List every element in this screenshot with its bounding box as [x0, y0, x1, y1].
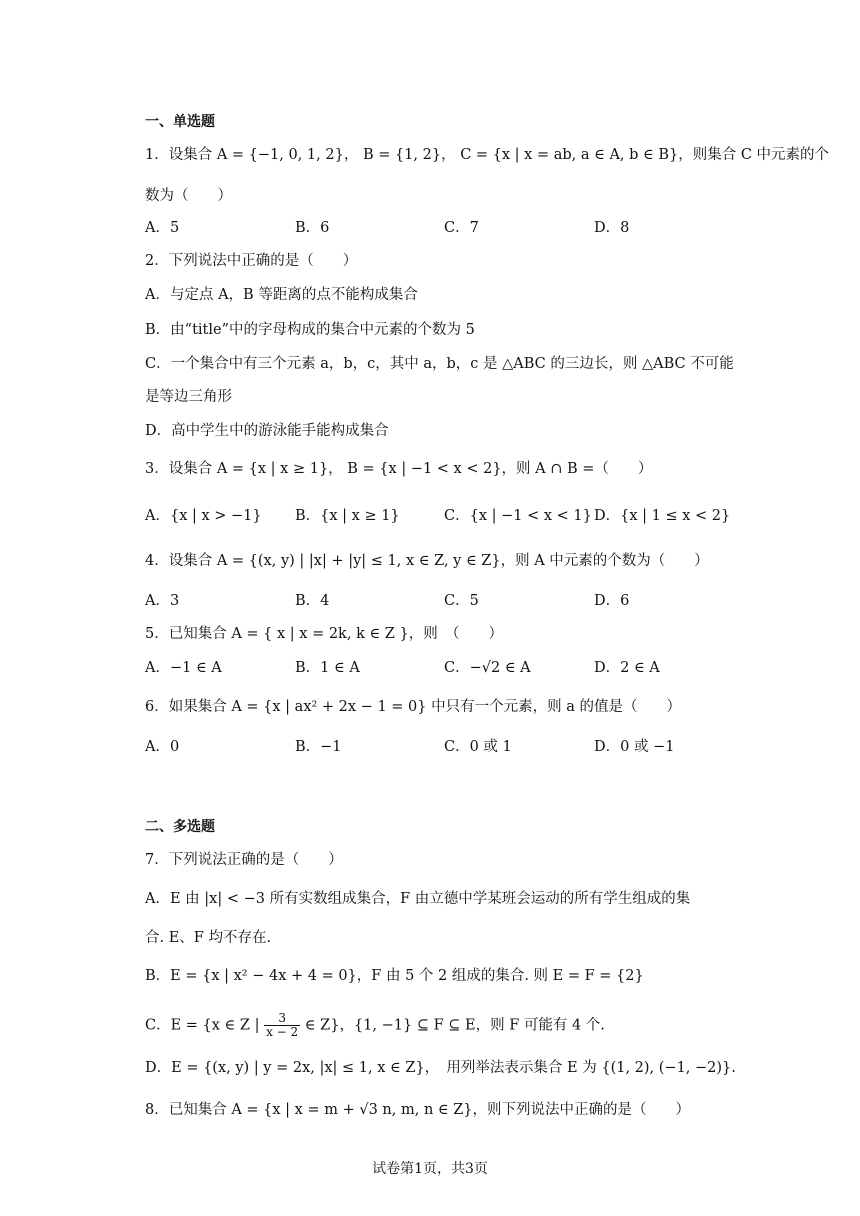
question-1-option-b: B．6 — [295, 220, 330, 236]
question-1-option-c: C．7 — [444, 220, 479, 236]
section-title-single-choice: 一、单选题 — [145, 114, 215, 130]
question-6-option-d: D．0 或 −1 — [594, 739, 675, 755]
question-4-option-a: A．3 — [145, 593, 180, 609]
question-5-option-d: D．2 ∈ A — [594, 660, 660, 676]
question-2-option-d: D．高中学生中的游泳能手能构成集合 — [145, 423, 389, 439]
question-6-option-c: C．0 或 1 — [444, 739, 512, 755]
question-5-option-b: B．1 ∈ A — [295, 660, 360, 676]
question-5-option-a: A．−1 ∈ A — [145, 660, 222, 676]
question-3-option-d: D．{x | 1 ≤ x < 2} — [594, 508, 731, 524]
fraction-numerator: 3 — [264, 1012, 300, 1026]
question-2-option-c-continued: 是等边三角形 — [145, 389, 232, 405]
question-5-stem: 5．已知集合 A = { x | x = 2k, k ∈ Z }，则 （ ） — [145, 626, 503, 642]
question-3-option-c: C．{x | −1 < x < 1} — [444, 508, 592, 524]
question-8-stem: 8．已知集合 A = {x | x = m + √3 n, m, n ∈ Z}，则下列说法中正确的是（ ） — [145, 1102, 691, 1118]
question-3-option-a: A．{x | x > −1} — [145, 508, 262, 524]
question-7-option-c — [145, 1012, 605, 1039]
section-title-multiple-choice: 二、多选题 — [145, 819, 215, 835]
question-6-stem: 6．如果集合 A = {x | ax² + 2x − 1 = 0} 中只有一个元素，则 a 的值是（ ） — [145, 699, 681, 715]
question-7-option-b: B．E = {x | x² − 4x + 4 = 0}，F 由 5 个 2 组成的集合. 则 E = F = {2} — [145, 968, 644, 984]
question-6-option-b: B．−1 — [295, 739, 342, 755]
question-1-stem-continued: 数为（ ） — [145, 188, 232, 204]
question-7-option-a: A．E 由 |x| < −3 所有实数组成集合，F 由立德中学某班会运动的所有学生组成的集 — [145, 891, 691, 907]
question-7-stem: 7．下列说法正确的是（ ） — [145, 852, 343, 868]
fraction — [264, 1012, 300, 1039]
question-7-option-c-suffix: ∈ Z}，{1, −1} ⊆ F ⊆ E，则 F 可能有 4 个. — [304, 1017, 605, 1034]
question-1-stem: 1．设集合 A = {−1, 0, 1, 2}， B = {1, 2}， C = {x | x = ab, a ∈ A, b ∈ B}，则集合 C 中元素的个 — [145, 147, 830, 163]
question-4-option-d: D．6 — [594, 593, 630, 609]
fraction-denominator: x − 2 — [266, 1025, 299, 1039]
question-7-option-c-prefix: C．E = {x ∈ Z | — [145, 1017, 260, 1034]
question-2-option-b: B．由“title”中的字母构成的集合中元素的个数为 5 — [145, 322, 475, 338]
question-7-option-a-continued: 合. E、F 均不存在. — [145, 930, 272, 946]
question-2-stem: 2．下列说法中正确的是（ ） — [145, 253, 358, 269]
question-2-option-a: A．与定点 A，B 等距离的点不能构成集合 — [145, 287, 418, 303]
question-4-stem: 4．设集合 A = {(x, y) | |x| + |y| ≤ 1, x ∈ Z, y ∈ Z}，则 A 中元素的个数为（ ） — [145, 553, 709, 569]
question-1-option-a: A．5 — [145, 220, 180, 236]
question-3-stem: 3．设集合 A = {x | x ≥ 1}， B = {x | −1 < x < 2}，则 A ∩ B =（ ） — [145, 461, 653, 477]
question-1-option-d: D．8 — [594, 220, 630, 236]
question-3-option-b: B．{x | x ≥ 1} — [295, 508, 400, 524]
question-6-option-a: A．0 — [145, 739, 180, 755]
question-4-option-c: C．5 — [444, 593, 479, 609]
question-2-option-c: C．一个集合中有三个元素 a，b，c，其中 a，b，c 是 △ABC 的三边长，则 △ABC 不可能 — [145, 356, 734, 372]
question-4-option-b: B．4 — [295, 593, 330, 609]
question-5-option-c: C．−√2 ∈ A — [444, 660, 531, 676]
question-7-option-d: D．E = {(x, y) | y = 2x, |x| ≤ 1, x ∈ Z}， 用列举法表示集合 E 为 {(1, 2), (−1, −2)}. — [145, 1060, 736, 1076]
page-footer: 试卷第1页，共3页 — [372, 1161, 488, 1177]
